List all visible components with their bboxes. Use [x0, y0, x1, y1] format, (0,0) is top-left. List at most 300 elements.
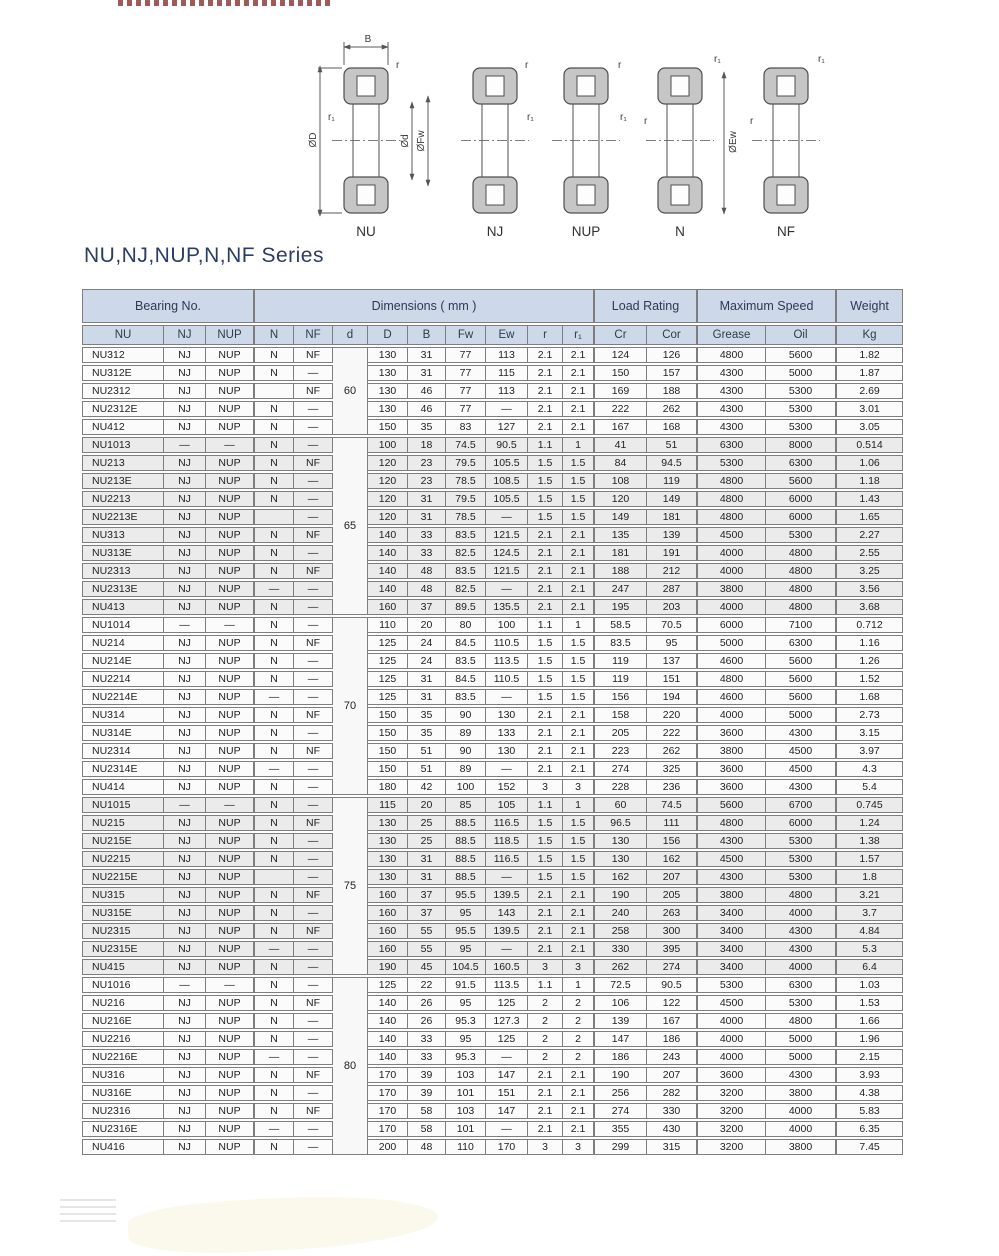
- value-cell: 130: [368, 347, 408, 363]
- value-cell: 4800: [697, 815, 766, 831]
- value-cell: NJ: [164, 923, 206, 939]
- header-dimensions: Dimensions ( mm ): [254, 289, 594, 323]
- value-cell: 6.4: [836, 959, 903, 975]
- column-header-kg: Kg: [836, 325, 903, 345]
- value-cell: 2.1: [528, 1085, 563, 1101]
- value-cell: 5600: [766, 671, 836, 687]
- value-cell: —: [206, 977, 254, 993]
- value-cell: NUP: [206, 1013, 254, 1029]
- bearing-no-cell: NU2213E: [82, 509, 164, 525]
- value-cell: 1.5: [528, 491, 563, 507]
- value-cell: NJ: [164, 1139, 206, 1155]
- value-cell: 95: [647, 635, 697, 651]
- value-cell: 35: [408, 707, 446, 723]
- table-row: [82, 833, 903, 849]
- value-cell: —: [164, 977, 206, 993]
- value-cell: 1.5: [528, 653, 563, 669]
- value-cell: 3.68: [836, 599, 903, 615]
- bearing-no-cell: NU2316: [82, 1103, 164, 1119]
- value-cell: NUP: [206, 1085, 254, 1101]
- value-cell: 170: [368, 1103, 408, 1119]
- value-cell: 258: [594, 923, 647, 939]
- value-cell: 130: [368, 815, 408, 831]
- value-cell: 5000: [766, 707, 836, 723]
- value-cell: 7.45: [836, 1139, 903, 1155]
- value-cell: 1.24: [836, 815, 903, 831]
- value-cell: 5300: [697, 977, 766, 993]
- table-row: [82, 887, 903, 903]
- value-cell: 240: [594, 905, 647, 921]
- value-cell: 5300: [697, 455, 766, 471]
- table-row: [82, 941, 903, 957]
- value-cell: 4000: [697, 545, 766, 561]
- bearing-no-cell: NU214E: [82, 653, 164, 669]
- value-cell: NJ: [164, 1013, 206, 1029]
- value-cell: NUP: [206, 599, 254, 615]
- value-cell: 205: [594, 725, 647, 741]
- value-cell: 2.1: [528, 1067, 563, 1083]
- value-cell: N: [254, 419, 294, 435]
- value-cell: 5600: [766, 653, 836, 669]
- value-cell: 51: [408, 761, 446, 777]
- bearing-no-cell: NU412: [82, 419, 164, 435]
- value-cell: 77: [446, 383, 486, 399]
- value-cell: 4300: [766, 779, 836, 795]
- dim-label-b: B: [364, 34, 372, 45]
- value-cell: 147: [486, 1067, 528, 1083]
- value-cell: NJ: [164, 707, 206, 723]
- value-cell: 74.5: [446, 437, 486, 453]
- value-cell: 150: [368, 761, 408, 777]
- value-cell: 150: [368, 725, 408, 741]
- value-cell: NUP: [206, 905, 254, 921]
- value-cell: NJ: [164, 545, 206, 561]
- value-cell: NF: [294, 527, 333, 543]
- value-cell: NF: [294, 563, 333, 579]
- value-cell: 31: [408, 851, 446, 867]
- value-cell: 3400: [697, 923, 766, 939]
- value-cell: 139.5: [486, 923, 528, 939]
- value-cell: —: [206, 437, 254, 453]
- value-cell: 1.8: [836, 869, 903, 885]
- value-cell: 4800: [697, 671, 766, 687]
- value-cell: 3400: [697, 905, 766, 921]
- value-cell: NJ: [164, 581, 206, 597]
- dim-label-r1: r₁: [620, 112, 627, 123]
- bearing-no-cell: NU216: [82, 995, 164, 1011]
- value-cell: 203: [647, 599, 697, 615]
- value-cell: 3.21: [836, 887, 903, 903]
- value-cell: 140: [368, 1031, 408, 1047]
- value-cell: 1.5: [563, 833, 594, 849]
- value-cell: 2.1: [563, 419, 594, 435]
- value-cell: 37: [408, 905, 446, 921]
- value-cell: 42: [408, 779, 446, 795]
- value-cell: 130: [486, 743, 528, 759]
- value-cell: 4300: [697, 869, 766, 885]
- bearing-diagram-nup: [552, 60, 627, 239]
- value-cell: 6300: [766, 455, 836, 471]
- value-cell: —: [486, 761, 528, 777]
- value-cell: —: [294, 1013, 333, 1029]
- value-cell: 46: [408, 401, 446, 417]
- value-cell: 37: [408, 599, 446, 615]
- table-row: [82, 473, 903, 489]
- value-cell: 95.3: [446, 1049, 486, 1065]
- value-cell: 1.5: [563, 653, 594, 669]
- value-cell: NJ: [164, 1049, 206, 1065]
- value-cell: 77: [446, 365, 486, 381]
- value-cell: —: [206, 797, 254, 813]
- value-cell: 135: [594, 527, 647, 543]
- value-cell: N: [254, 797, 294, 813]
- value-cell: 33: [408, 1031, 446, 1047]
- value-cell: 35: [408, 419, 446, 435]
- value-cell: NJ: [164, 365, 206, 381]
- value-cell: 119: [647, 473, 697, 489]
- value-cell: 103: [446, 1067, 486, 1083]
- column-header-d: d: [333, 325, 368, 345]
- value-cell: 325: [647, 761, 697, 777]
- value-cell: N: [254, 1085, 294, 1101]
- value-cell: —: [254, 1121, 294, 1137]
- value-cell: 121.5: [486, 563, 528, 579]
- column-header-fw: Fw: [446, 325, 486, 345]
- d-group-cell: 80: [333, 977, 368, 1155]
- value-cell: 160: [368, 941, 408, 957]
- value-cell: 130: [594, 833, 647, 849]
- value-cell: 4800: [766, 581, 836, 597]
- value-cell: 78.5: [446, 509, 486, 525]
- d-group-cell: 75: [333, 797, 368, 975]
- value-cell: 116.5: [486, 815, 528, 831]
- value-cell: —: [486, 869, 528, 885]
- value-cell: 4300: [697, 383, 766, 399]
- table-row: [82, 743, 903, 759]
- table-row: [82, 1121, 903, 1137]
- value-cell: 26: [408, 995, 446, 1011]
- value-cell: 207: [647, 1067, 697, 1083]
- bearing-no-cell: NU216E: [82, 1013, 164, 1029]
- value-cell: 2.1: [528, 401, 563, 417]
- value-cell: NUP: [206, 545, 254, 561]
- bearing-no-cell: NU313: [82, 527, 164, 543]
- value-cell: 170: [368, 1121, 408, 1137]
- value-cell: —: [294, 797, 333, 813]
- value-cell: NF: [294, 707, 333, 723]
- value-cell: 124: [594, 347, 647, 363]
- value-cell: NF: [294, 887, 333, 903]
- value-cell: NF: [294, 1103, 333, 1119]
- value-cell: 3400: [697, 959, 766, 975]
- value-cell: 2.69: [836, 383, 903, 399]
- value-cell: 113.5: [486, 977, 528, 993]
- bearing-no-cell: NU414: [82, 779, 164, 795]
- value-cell: 1.87: [836, 365, 903, 381]
- value-cell: 24: [408, 653, 446, 669]
- value-cell: 5300: [766, 383, 836, 399]
- value-cell: 5300: [766, 869, 836, 885]
- value-cell: 299: [594, 1139, 647, 1155]
- value-cell: NUP: [206, 851, 254, 867]
- value-cell: 147: [486, 1103, 528, 1119]
- value-cell: 4.3: [836, 761, 903, 777]
- value-cell: 4800: [766, 887, 836, 903]
- value-cell: 4000: [766, 959, 836, 975]
- value-cell: 4.84: [836, 923, 903, 939]
- value-cell: 84: [594, 455, 647, 471]
- value-cell: 2.1: [563, 887, 594, 903]
- value-cell: 2.1: [528, 905, 563, 921]
- column-header-nf: NF: [294, 325, 333, 345]
- value-cell: 2: [528, 1049, 563, 1065]
- value-cell: NUP: [206, 1067, 254, 1083]
- value-cell: 82.5: [446, 581, 486, 597]
- value-cell: —: [294, 977, 333, 993]
- value-cell: NUP: [206, 1103, 254, 1119]
- bearing-no-cell: NU2314E: [82, 761, 164, 777]
- bearing-no-cell: NU1015: [82, 797, 164, 813]
- value-cell: 2.1: [563, 347, 594, 363]
- bearing-no-cell: NU312E: [82, 365, 164, 381]
- column-header-b: B: [408, 325, 446, 345]
- bearing-no-cell: NU315E: [82, 905, 164, 921]
- value-cell: 3.05: [836, 419, 903, 435]
- value-cell: 33: [408, 1049, 446, 1065]
- table-row: [82, 419, 903, 435]
- value-cell: 2.1: [563, 545, 594, 561]
- bearing-no-cell: NU213E: [82, 473, 164, 489]
- value-cell: 2: [563, 995, 594, 1011]
- value-cell: 3800: [766, 1139, 836, 1155]
- value-cell: 95.5: [446, 923, 486, 939]
- value-cell: NUP: [206, 563, 254, 579]
- value-cell: NJ: [164, 743, 206, 759]
- value-cell: 104.5: [446, 959, 486, 975]
- bearing-no-cell: NU2313: [82, 563, 164, 579]
- value-cell: NUP: [206, 1049, 254, 1065]
- value-cell: 88.5: [446, 833, 486, 849]
- bearing-no-cell: NU2215: [82, 851, 164, 867]
- value-cell: 160: [368, 599, 408, 615]
- value-cell: NUP: [206, 833, 254, 849]
- page-title: NU,NJ,NUP,N,NF Series: [84, 244, 324, 267]
- value-cell: 83.5: [594, 635, 647, 651]
- value-cell: 39: [408, 1085, 446, 1101]
- value-cell: 287: [647, 581, 697, 597]
- value-cell: 103: [446, 1103, 486, 1119]
- value-cell: —: [486, 941, 528, 957]
- value-cell: NJ: [164, 959, 206, 975]
- value-cell: 194: [647, 689, 697, 705]
- value-cell: 315: [647, 1139, 697, 1155]
- value-cell: NJ: [164, 1031, 206, 1047]
- table-row: [82, 1067, 903, 1083]
- value-cell: 190: [594, 1067, 647, 1083]
- table-row: [82, 905, 903, 921]
- value-cell: N: [254, 833, 294, 849]
- value-cell: —: [294, 689, 333, 705]
- value-cell: 125: [368, 635, 408, 651]
- dim-label-ofw: ØFw: [416, 130, 427, 152]
- value-cell: NJ: [164, 473, 206, 489]
- value-cell: 41: [594, 437, 647, 453]
- value-cell: 3: [528, 1139, 563, 1155]
- value-cell: 1.5: [563, 869, 594, 885]
- value-cell: NUP: [206, 959, 254, 975]
- table-row: [82, 671, 903, 687]
- value-cell: 2: [528, 1013, 563, 1029]
- value-cell: 96.5: [594, 815, 647, 831]
- value-cell: —: [294, 779, 333, 795]
- value-cell: 274: [594, 1103, 647, 1119]
- value-cell: 124.5: [486, 545, 528, 561]
- table-row: [82, 1139, 903, 1155]
- value-cell: 140: [368, 1049, 408, 1065]
- value-cell: 108: [594, 473, 647, 489]
- value-cell: NJ: [164, 905, 206, 921]
- value-cell: 5.4: [836, 779, 903, 795]
- value-cell: NJ: [164, 869, 206, 885]
- value-cell: NUP: [206, 815, 254, 831]
- value-cell: [254, 869, 294, 885]
- value-cell: 125: [368, 977, 408, 993]
- value-cell: 2.1: [528, 1121, 563, 1137]
- dim-label-r: r: [750, 116, 754, 127]
- table-row: [82, 1049, 903, 1065]
- value-cell: 120: [368, 491, 408, 507]
- value-cell: 151: [486, 1085, 528, 1101]
- value-cell: 2.1: [563, 941, 594, 957]
- value-cell: 58: [408, 1121, 446, 1137]
- dim-label-oew: ØEw: [728, 131, 739, 153]
- value-cell: 1.57: [836, 851, 903, 867]
- bearing-diagrams: [300, 26, 860, 254]
- value-cell: N: [254, 1139, 294, 1155]
- value-cell: NUP: [206, 779, 254, 795]
- value-cell: NUP: [206, 635, 254, 651]
- value-cell: 139: [647, 527, 697, 543]
- value-cell: 2.1: [528, 761, 563, 777]
- value-cell: 262: [647, 401, 697, 417]
- value-cell: 2.1: [528, 707, 563, 723]
- bearing-no-cell: NU215: [82, 815, 164, 831]
- value-cell: 4800: [766, 563, 836, 579]
- value-cell: NF: [294, 455, 333, 471]
- value-cell: 2.1: [563, 401, 594, 417]
- diagram-type-label-nf: NF: [777, 224, 795, 239]
- value-cell: N: [254, 365, 294, 381]
- value-cell: 120: [594, 491, 647, 507]
- value-cell: 1.06: [836, 455, 903, 471]
- value-cell: 3600: [697, 779, 766, 795]
- bearing-no-cell: NU2312E: [82, 401, 164, 417]
- value-cell: 1.43: [836, 491, 903, 507]
- bearing-diagram-nj: [461, 60, 534, 239]
- watermark-text-fragment: [60, 1196, 116, 1222]
- value-cell: 4500: [766, 743, 836, 759]
- value-cell: 1: [563, 797, 594, 813]
- value-cell: NUP: [206, 671, 254, 687]
- value-cell: 147: [594, 1031, 647, 1047]
- value-cell: 1.1: [528, 977, 563, 993]
- table-row: [82, 437, 903, 453]
- value-cell: NJ: [164, 563, 206, 579]
- value-cell: 1.82: [836, 347, 903, 363]
- value-cell: NJ: [164, 1121, 206, 1137]
- value-cell: 4300: [697, 365, 766, 381]
- value-cell: —: [254, 761, 294, 777]
- value-cell: —: [294, 1031, 333, 1047]
- value-cell: 1.5: [528, 851, 563, 867]
- value-cell: 1.5: [563, 473, 594, 489]
- value-cell: NUP: [206, 1031, 254, 1047]
- value-cell: NF: [294, 923, 333, 939]
- bearing-no-cell: NU316E: [82, 1085, 164, 1101]
- table-row: [82, 401, 903, 417]
- bearing-diagram-nf: [750, 54, 825, 239]
- value-cell: NF: [294, 635, 333, 651]
- value-cell: 35: [408, 725, 446, 741]
- value-cell: 2.1: [563, 599, 594, 615]
- table-row: [82, 365, 903, 381]
- value-cell: —: [294, 959, 333, 975]
- value-cell: 5600: [766, 689, 836, 705]
- value-cell: 4500: [697, 851, 766, 867]
- dim-label-odi: Ød: [400, 134, 411, 148]
- table-row: [82, 1031, 903, 1047]
- value-cell: 4000: [697, 563, 766, 579]
- value-cell: 4800: [766, 1013, 836, 1029]
- value-cell: 101: [446, 1121, 486, 1137]
- value-cell: 2: [528, 995, 563, 1011]
- value-cell: 1.26: [836, 653, 903, 669]
- value-cell: 3: [528, 959, 563, 975]
- value-cell: NUP: [206, 419, 254, 435]
- value-cell: 2.1: [563, 743, 594, 759]
- value-cell: 95: [446, 905, 486, 921]
- column-header-oil: Oil: [766, 325, 836, 345]
- header-group-row: [82, 289, 903, 323]
- value-cell: 31: [408, 491, 446, 507]
- bearing-diagram-nu: [308, 34, 428, 239]
- value-cell: 1.5: [563, 491, 594, 507]
- value-cell: NUP: [206, 923, 254, 939]
- value-cell: 91.5: [446, 977, 486, 993]
- value-cell: NJ: [164, 995, 206, 1011]
- value-cell: —: [164, 437, 206, 453]
- dim-label-r: r: [644, 116, 648, 127]
- value-cell: 140: [368, 581, 408, 597]
- column-header-cor: Cor: [647, 325, 697, 345]
- value-cell: N: [254, 815, 294, 831]
- value-cell: 90.5: [486, 437, 528, 453]
- d-group-cell: 65: [333, 437, 368, 615]
- value-cell: 262: [594, 959, 647, 975]
- value-cell: 25: [408, 815, 446, 831]
- dim-label-od: ØD: [308, 132, 319, 148]
- value-cell: 1.5: [563, 689, 594, 705]
- table-row: [82, 689, 903, 705]
- value-cell: 22: [408, 977, 446, 993]
- value-cell: NJ: [164, 509, 206, 525]
- value-cell: 2.55: [836, 545, 903, 561]
- bearing-no-cell: NU2216E: [82, 1049, 164, 1065]
- value-cell: 5300: [766, 527, 836, 543]
- value-cell: 125: [486, 1031, 528, 1047]
- value-cell: 158: [594, 707, 647, 723]
- table-row: [82, 977, 903, 993]
